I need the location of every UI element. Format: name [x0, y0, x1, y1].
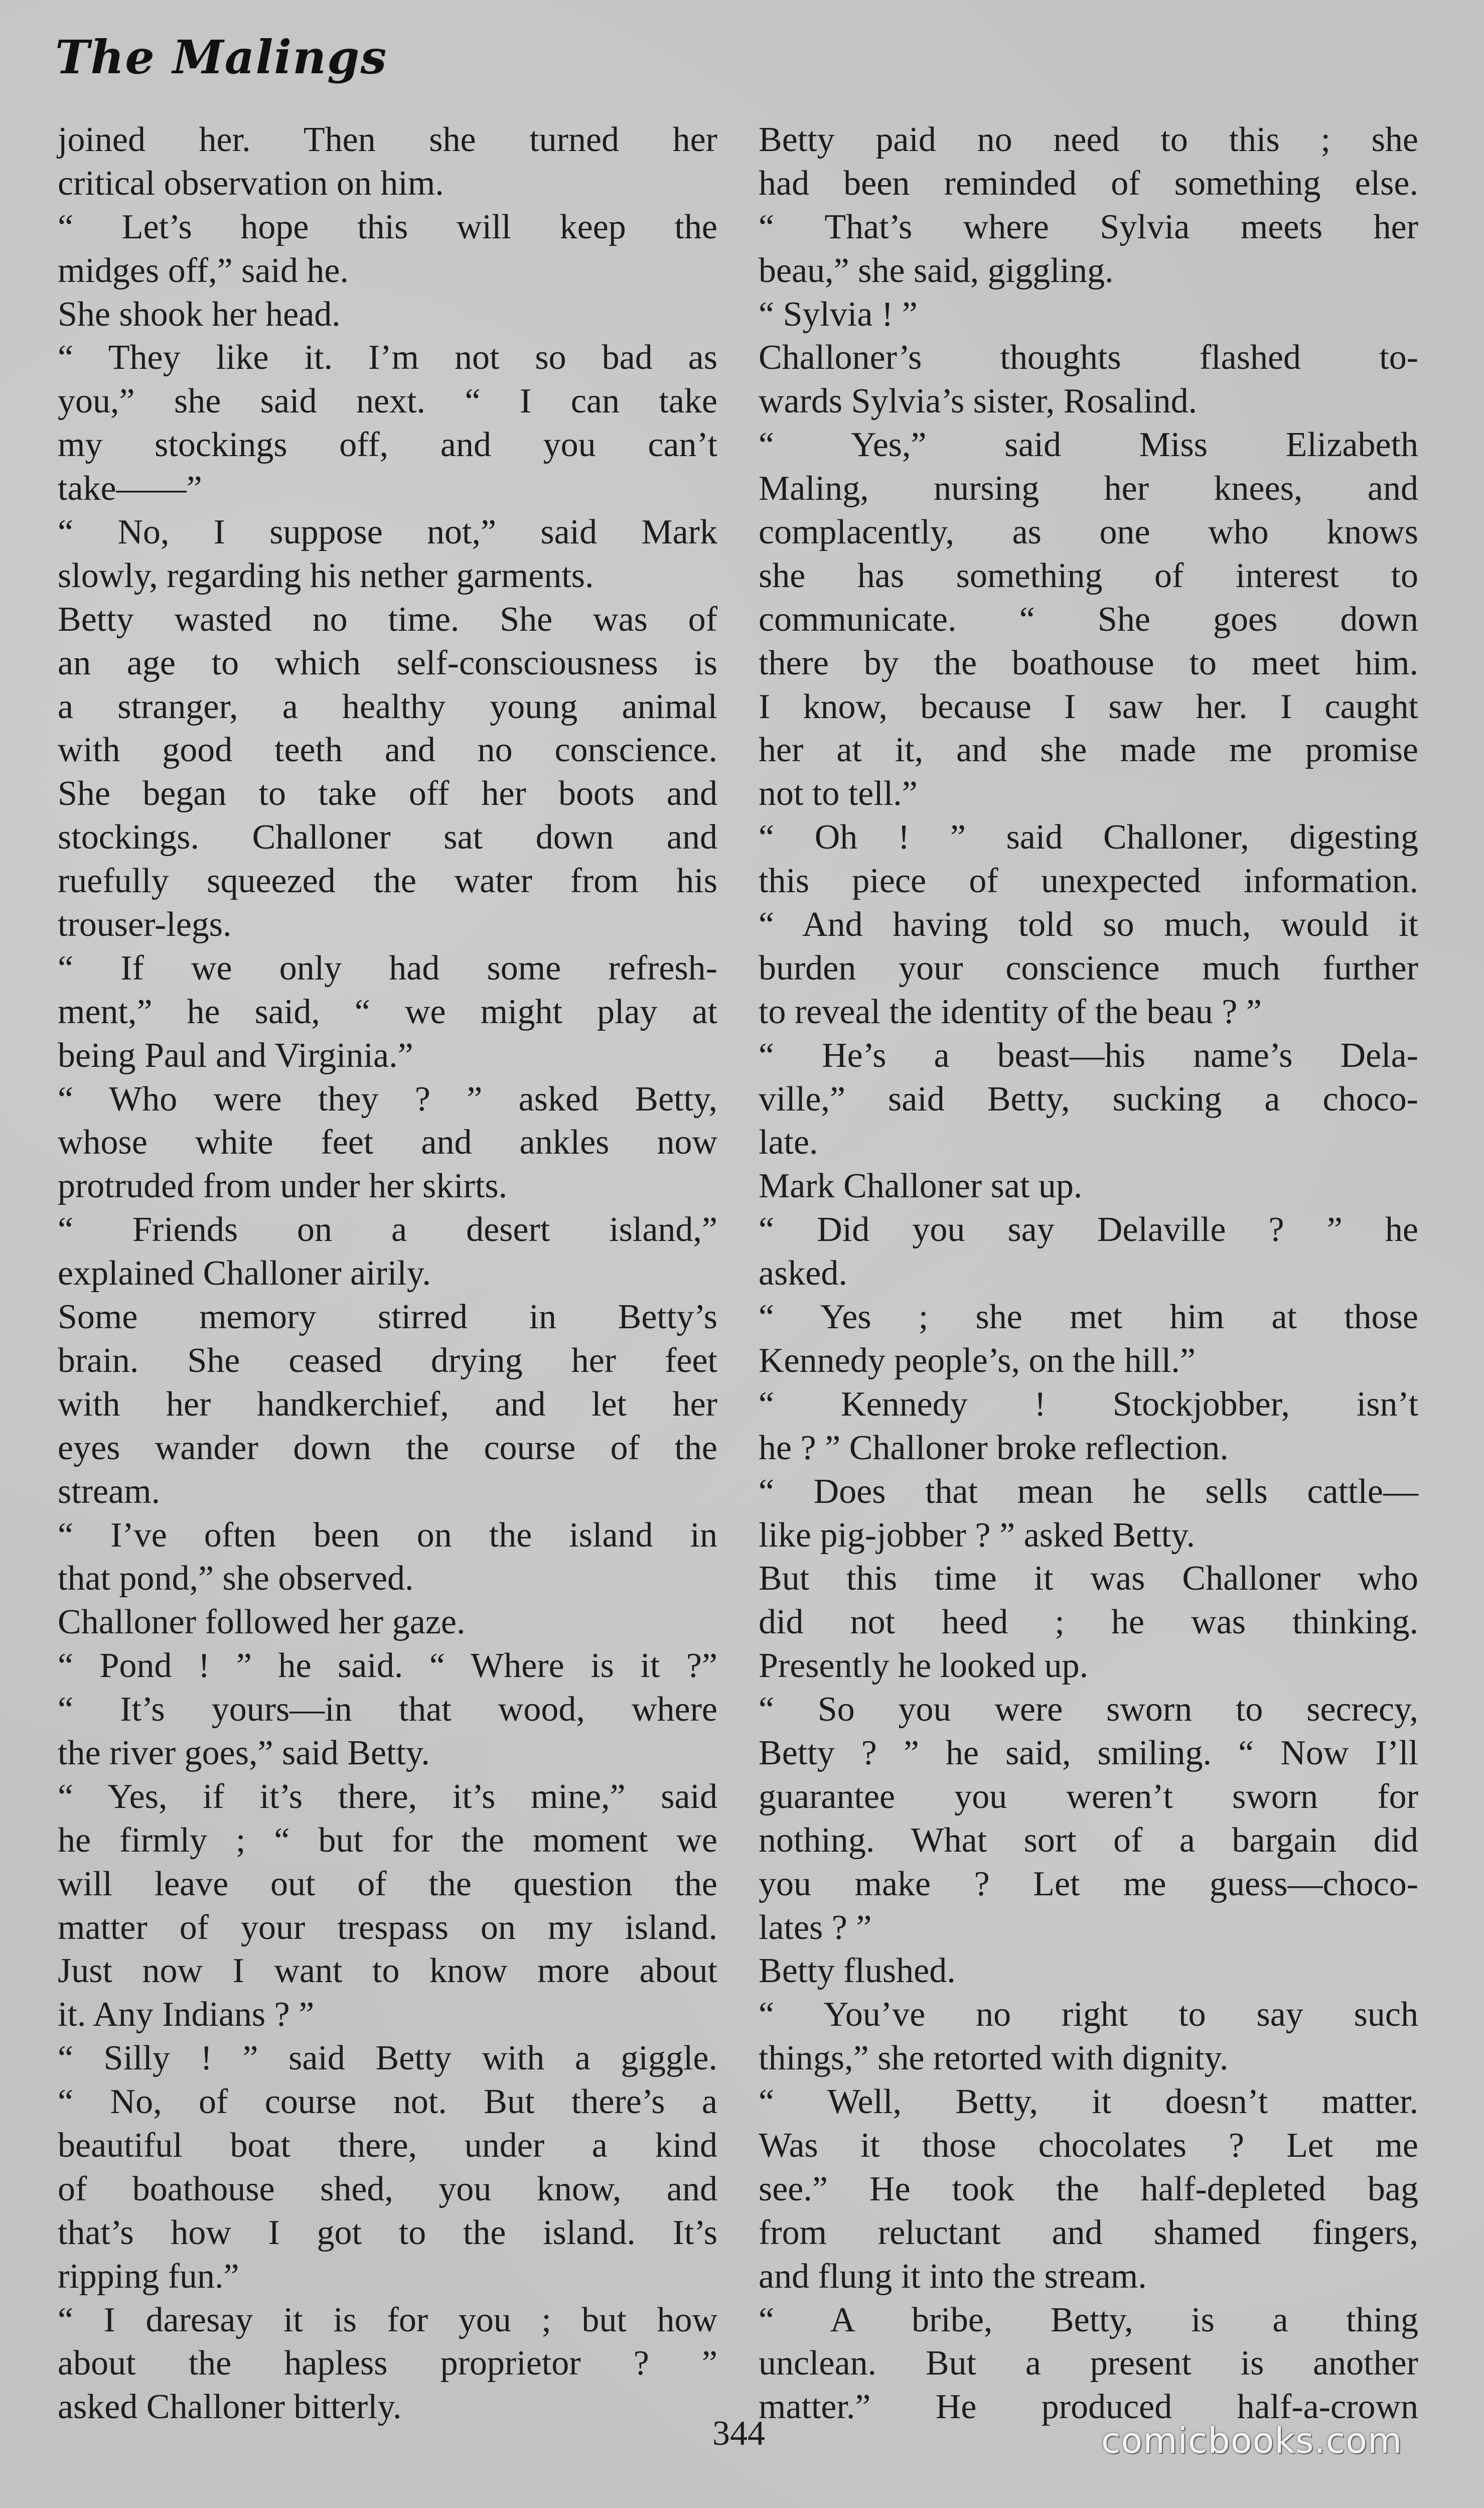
text-line: “ Kennedy ! Stockjobber, isn’t	[759, 1384, 1418, 1424]
text-line: “ Yes, if it’s there, it’s mine,” said	[58, 1777, 717, 1816]
text-line: burden your conscience much further	[759, 948, 1418, 988]
text-line: that pond,” she observed.	[58, 1559, 414, 1598]
text-line: her at it, and she made me promise	[759, 731, 1418, 770]
text-line: from reluctant and shamed fingers,	[759, 2213, 1418, 2252]
text-line: “ Sylvia ! ”	[759, 295, 918, 334]
text-line: ruefully squeezed the water from his	[58, 862, 717, 901]
text-line: Maling, nursing her knees, and	[759, 469, 1418, 508]
text-line: Presently he looked up.	[759, 1646, 1089, 1686]
text-line: “ I daresay it is for you ; but how	[58, 2300, 717, 2339]
text-line: Betty flushed.	[759, 1952, 956, 1991]
text-line: “ That’s where Sylvia meets her	[759, 207, 1418, 246]
text-line: She began to take off her boots and	[58, 774, 717, 813]
text-line: brain. She ceased drying her feet	[58, 1341, 717, 1380]
text-line: matter of your trespass on my island.	[58, 1908, 717, 1947]
text-line: eyes wander down the course of the	[58, 1428, 717, 1467]
text-line: stream.	[58, 1472, 161, 1511]
text-line: critical observation on him.	[58, 164, 444, 203]
text-line: “ They like it. I’m not so bad as	[58, 338, 717, 377]
text-line: Challoner followed her gaze.	[58, 1603, 466, 1642]
text-line: matter.” He produced half-a-crown	[759, 2388, 1418, 2427]
text-line: “ I’ve often been on the island in	[58, 1515, 717, 1555]
text-line: I know, because I saw her. I caught	[759, 687, 1418, 726]
text-line: a stranger, a healthy young animal	[58, 687, 717, 726]
text-line: “ And having told so much, would it	[759, 905, 1418, 944]
text-line: Just now I want to know more about	[58, 1952, 717, 1991]
text-line: Betty ? ” he said, smiling. “ Now I’ll	[759, 1733, 1418, 1772]
text-line: “ Yes,” said Miss Elizabeth	[759, 426, 1418, 465]
text-line: you,” she said next. “ I can take	[58, 382, 717, 421]
text-line: that’s how I got to the island. It’s	[58, 2213, 717, 2252]
text-line: “ Pond ! ” he said. “ Where is it ?”	[58, 1646, 717, 1686]
text-line: and flung it into the stream.	[759, 2257, 1147, 2296]
text-line: asked.	[759, 1254, 847, 1293]
text-line: protruded from under her skirts.	[58, 1167, 508, 1206]
text-line: joined her. Then she turned her	[58, 120, 717, 159]
text-line: being Paul and Virginia.”	[58, 1036, 413, 1075]
text-line: ripping fun.”	[58, 2257, 239, 2296]
text-line: stockings. Challoner sat down and	[58, 818, 717, 857]
text-line: with her handkerchief, and let her	[58, 1384, 717, 1424]
text-line: “ He’s a beast—his name’s Dela-	[759, 1036, 1418, 1075]
text-line: there by the boathouse to meet him.	[759, 643, 1418, 682]
text-line: asked Challoner bitterly.	[58, 2388, 402, 2427]
text-line: “ Friends on a desert island,”	[58, 1210, 717, 1249]
text-line: Betty wasted no time. She was of	[58, 600, 717, 639]
text-line: She shook her head.	[58, 295, 341, 334]
text-line: trouser-legs.	[58, 905, 232, 944]
text-line: “ Does that mean he sells cattle—	[759, 1472, 1418, 1511]
text-line: like pig-jobber ? ” asked Betty.	[759, 1515, 1196, 1555]
text-line: “ So you were sworn to secrecy,	[759, 1690, 1418, 1729]
text-line: “ Silly ! ” said Betty with a giggle.	[58, 2039, 717, 2078]
text-line: slowly, regarding his nether garments.	[58, 556, 594, 595]
text-column-right	[759, 118, 1418, 2429]
text-line: will leave out of the question the	[58, 1864, 717, 1903]
page-number: 344	[712, 2414, 765, 2453]
text-line: wards Sylvia’s sister, Rosalind.	[759, 382, 1198, 421]
text-line: whose white feet and ankles now	[58, 1123, 717, 1162]
text-line: had been reminded of something else.	[759, 164, 1418, 203]
text-line: he firmly ; “ but for the moment we	[58, 1821, 717, 1860]
text-line: the river goes,” said Betty.	[58, 1733, 430, 1772]
text-line: “ If we only had some refresh-	[58, 948, 717, 988]
text-line: communicate. “ She goes down	[759, 600, 1418, 639]
text-line: “ Well, Betty, it doesn’t matter.	[759, 2082, 1418, 2122]
text-line: beautiful boat there, under a kind	[58, 2126, 717, 2165]
text-line: see.” He took the half-depleted bag	[759, 2169, 1418, 2208]
text-line: “ It’s yours—in that wood, where	[58, 1690, 717, 1729]
text-line: not to tell.”	[759, 774, 918, 813]
text-line: late.	[759, 1123, 818, 1162]
text-line: Kennedy people’s, on the hill.”	[759, 1341, 1196, 1380]
text-line: “ Let’s hope this will keep the	[58, 207, 717, 246]
text-line: he ? ” Challoner broke reflection.	[759, 1428, 1229, 1467]
text-line: an age to which self-consciousness is	[58, 643, 717, 682]
text-line: of boathouse shed, you know, and	[58, 2169, 717, 2208]
text-line: “ Oh ! ” said Challoner, digesting	[759, 818, 1418, 857]
text-line: things,” she retorted with dignity.	[759, 2039, 1229, 2078]
text-line: ville,” said Betty, sucking a choco-	[759, 1079, 1418, 1119]
text-line: Mark Challoner sat up.	[759, 1167, 1083, 1206]
text-line: did not heed ; he was thinking.	[759, 1603, 1418, 1642]
text-line: explained Challoner airily.	[58, 1254, 431, 1293]
text-line: take——”	[58, 469, 202, 508]
text-line: “ Who were they ? ” asked Betty,	[58, 1079, 717, 1119]
text-line: “ No, of course not. But there’s a	[58, 2082, 717, 2122]
text-line: Some memory stirred in Betty’s	[58, 1298, 717, 1337]
text-line: nothing. What sort of a bargain did	[759, 1821, 1418, 1860]
text-line: ment,” he said, “ we might play at	[58, 992, 717, 1031]
text-line: But this time it was Challoner who	[759, 1559, 1418, 1598]
text-line: “ A bribe, Betty, is a thing	[759, 2300, 1418, 2339]
text-line: lates ? ”	[759, 1908, 872, 1947]
running-header: The Malings	[55, 30, 388, 84]
text-line: Was it those chocolates ? Let me	[759, 2126, 1418, 2165]
text-line: “ No, I suppose not,” said Mark	[58, 513, 717, 552]
text-line: this piece of unexpected information.	[759, 862, 1418, 901]
text-line: guarantee you weren’t sworn for	[759, 1777, 1418, 1816]
text-line: it. Any Indians ? ”	[58, 1995, 315, 2034]
text-line: “ Did you say Delaville ? ” he	[759, 1210, 1418, 1249]
text-column-left	[58, 118, 717, 2429]
text-line: Challoner’s thoughts flashed to-	[759, 338, 1418, 377]
watermark-logo: comicbooks.com	[1101, 2420, 1403, 2461]
text-line: to reveal the identity of the beau ? ”	[759, 992, 1262, 1031]
text-line: Betty paid no need to this ; she	[759, 120, 1418, 159]
text-line: with good teeth and no conscience.	[58, 731, 717, 770]
text-line: about the hapless proprietor ? ”	[58, 2344, 717, 2383]
text-line: my stockings off, and you can’t	[58, 426, 717, 465]
text-line: “ Yes ; she met him at those	[759, 1298, 1418, 1337]
text-line: “ You’ve no right to say such	[759, 1995, 1418, 2034]
text-line: you make ? Let me guess—choco-	[759, 1864, 1418, 1903]
text-line: complacently, as one who knows	[759, 513, 1418, 552]
text-line: unclean. But a present is another	[759, 2344, 1418, 2383]
text-line: she has something of interest to	[759, 556, 1418, 595]
text-line: beau,” she said, giggling.	[759, 251, 1114, 290]
text-line: midges off,” said he.	[58, 251, 349, 290]
